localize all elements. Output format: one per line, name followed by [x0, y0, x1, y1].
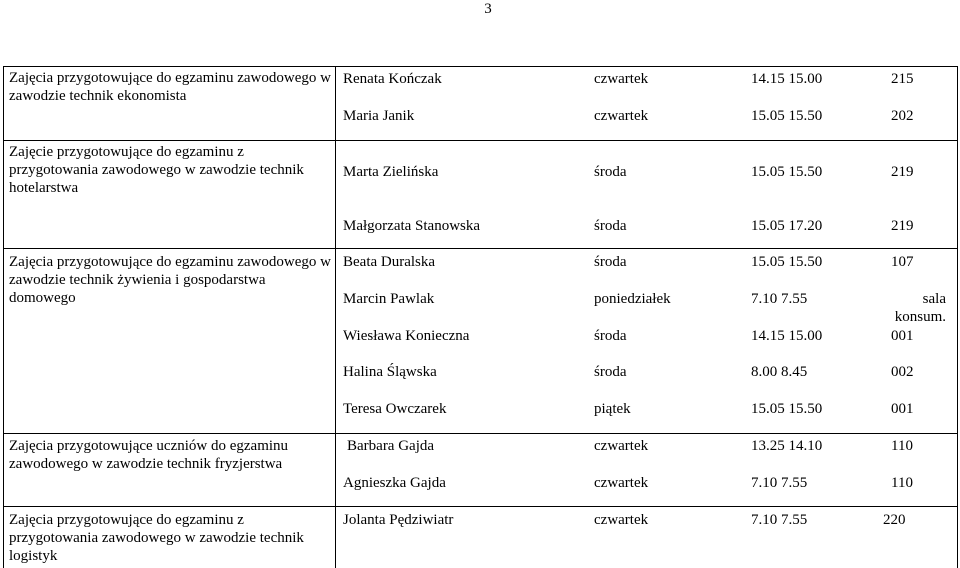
- subject-cell: Zajęcie przygotowujące do egzaminu z przygotowania zawodowego w zawodzie technik hotelarstwa: [9, 144, 304, 196]
- room-number: 001: [891, 328, 914, 344]
- subject-cell: Zajęcia przygotowujące do egzaminu z przygotowania zawodowego w zawodzie technik logistyk: [9, 512, 304, 564]
- day-of-week: środa: [594, 254, 627, 270]
- time-range: 7.10 7.55: [751, 291, 808, 307]
- room-number: 001: [891, 401, 914, 417]
- room-number: 002: [891, 364, 914, 380]
- time-range: 7.10 7.55: [751, 512, 808, 528]
- subject-cell: Zajęcia przygotowujące do egzaminu zawodowego w zawodzie technik ekonomista: [9, 70, 331, 104]
- page-number: 3: [484, 1, 492, 17]
- group-divider: [3, 433, 958, 434]
- schedule-table: [0, 66, 960, 568]
- teacher-name: Maria Janik: [343, 108, 415, 124]
- teacher-name: Barbara Gajda: [347, 438, 435, 454]
- day-of-week: czwartek: [594, 71, 649, 87]
- room-number: sala konsum.: [894, 291, 946, 325]
- group-divider: [3, 140, 958, 141]
- day-of-week: piątek: [594, 401, 631, 417]
- teacher-name: Marcin Pawlak: [343, 291, 435, 307]
- room-number: 110: [891, 475, 913, 491]
- day-of-week: środa: [594, 364, 627, 380]
- day-of-week: środa: [594, 164, 627, 180]
- teacher-name: Renata Kończak: [343, 71, 442, 87]
- day-of-week: czwartek: [594, 438, 649, 454]
- time-range: 7.10 7.55: [751, 475, 808, 491]
- table-border-top: [3, 66, 958, 67]
- teacher-name: Teresa Owczarek: [343, 401, 447, 417]
- teacher-name: Wiesława Konieczna: [343, 328, 470, 344]
- time-range: 15.05 17.20: [751, 218, 823, 234]
- time-range: 14.15 15.00: [751, 71, 823, 87]
- time-range: 14.15 15.00: [751, 328, 823, 344]
- day-of-week: środa: [594, 328, 627, 344]
- time-range: 15.05 15.50: [751, 401, 823, 417]
- room-number: 107: [891, 254, 914, 270]
- room-number: 202: [891, 108, 914, 124]
- day-of-week: czwartek: [594, 475, 649, 491]
- time-range: 15.05 15.50: [751, 254, 823, 270]
- group-divider: [3, 506, 958, 507]
- room-number: 215: [891, 71, 914, 87]
- teacher-name: Beata Duralska: [343, 254, 436, 270]
- table-border-left: [3, 66, 4, 568]
- time-range: 15.05 15.50: [751, 108, 823, 124]
- group-divider: [3, 248, 958, 249]
- teacher-name: Halina Śląwska: [343, 364, 437, 380]
- subject-cell: Zajęcia przygotowujące uczniów do egzaminu zawodowego w zawodzie technik fryzjerstwa: [9, 438, 289, 472]
- time-range: 15.05 15.50: [751, 164, 823, 180]
- teacher-name: Jolanta Pędziwiatr: [343, 512, 454, 528]
- room-number: 219: [891, 164, 914, 180]
- teacher-name: Marta Zielińska: [343, 164, 439, 180]
- time-range: 8.00 8.45: [751, 364, 808, 380]
- teacher-name: Małgorzata Stanowska: [343, 218, 481, 234]
- table-border-right: [957, 66, 958, 568]
- day-of-week: czwartek: [594, 108, 649, 124]
- day-of-week: środa: [594, 218, 627, 234]
- room-number: 110: [891, 438, 913, 454]
- day-of-week: czwartek: [594, 512, 649, 528]
- table-column-divider: [335, 66, 336, 568]
- room-number: 220: [883, 512, 906, 528]
- day-of-week: poniedziałek: [594, 291, 671, 307]
- room-number: 219: [891, 218, 914, 234]
- subject-cell: Zajęcia przygotowujące do egzaminu zawodowego w zawodzie technik żywienia i gospodarstwa domowego: [9, 254, 331, 306]
- teacher-name: Agnieszka Gajda: [343, 475, 446, 491]
- time-range: 13.25 14.10: [751, 438, 823, 454]
